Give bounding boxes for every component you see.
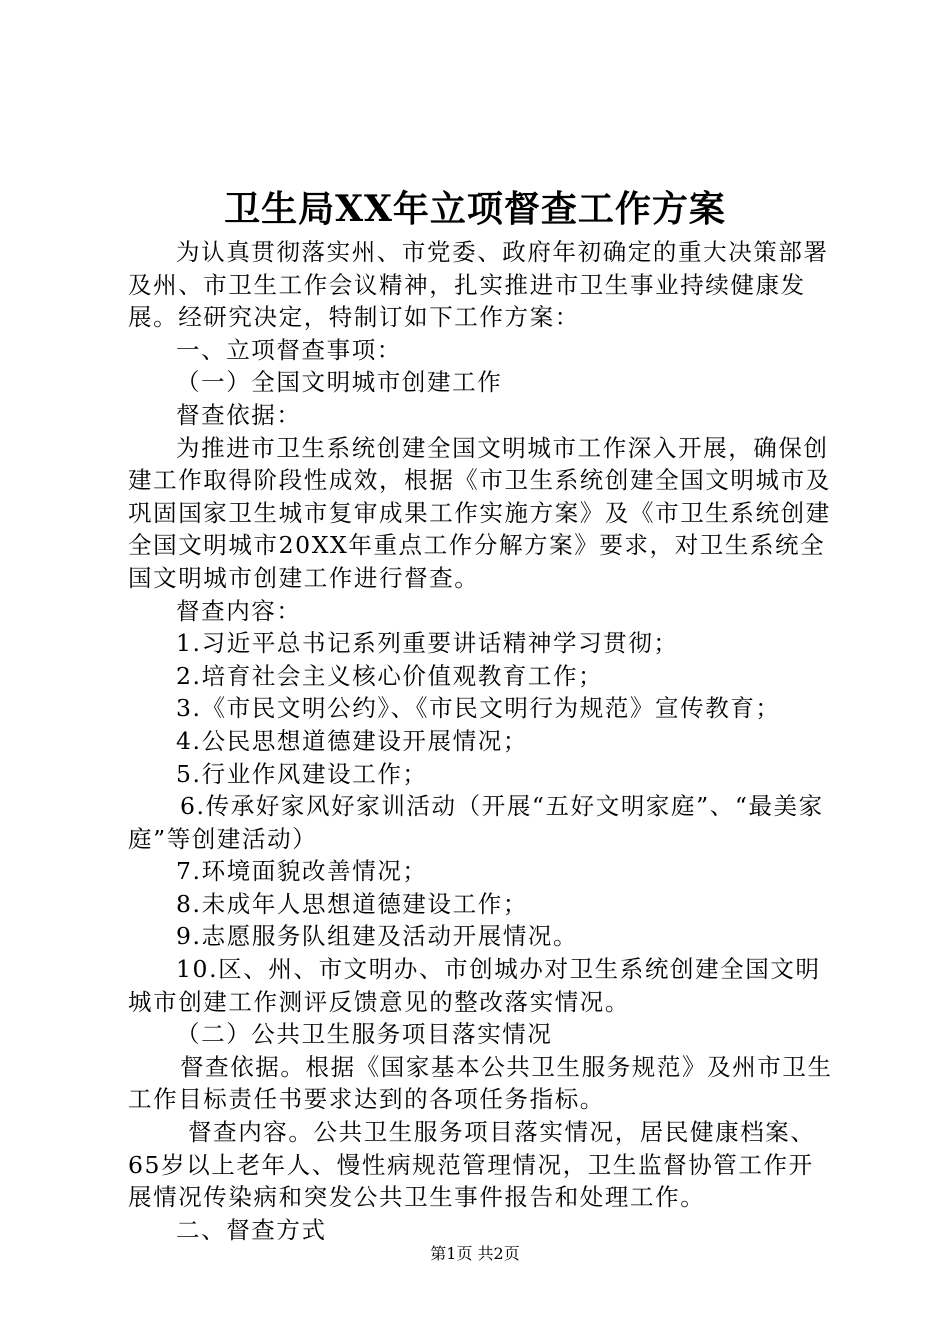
content-label: 督查内容： bbox=[176, 596, 302, 625]
list-item: 4.公民思想道德建设开展情况； bbox=[176, 726, 528, 755]
list-item: 2.培育社会主义核心价值观教育工作； bbox=[176, 661, 604, 690]
list-item: 7.环境面貌改善情况； bbox=[176, 857, 428, 886]
basis-paragraph-2: 督查依据。根据《国家基本公共卫生服务规范》及州市卫生工作目标责任书要求达到的各项任务指标。 bbox=[128, 1052, 833, 1114]
intro-paragraph: 为认真贯彻落实州、市党委、政府年初确定的重大决策部署及州、市卫生工作会议精神，扎实推进市卫生事业持续健康发展。经研究决定，特制订如下工作方案： bbox=[128, 238, 829, 332]
list-item: 9.志愿服务队组建及活动开展情况。 bbox=[176, 922, 579, 951]
list-item: 10.区、州、市文明办、市创城办对卫生系统创建全国文明城市创建工作测评反馈意见的整改落实情况。 bbox=[128, 955, 821, 1016]
content-paragraph-2: 督查内容。公共卫生服务项目落实情况，居民健康档案、65岁以上老年人、慢性病规范管理情况，卫生监督协管工作开展情况传染病和突发公共卫生事件报告和处理工作。 bbox=[128, 1118, 816, 1212]
basis-label: 督查依据： bbox=[176, 400, 302, 429]
page-footer: 第1页 共2页 bbox=[430, 1244, 520, 1263]
list-item: 3.《市民文明公约》、《市民文明行为规范》宣传教育； bbox=[176, 694, 781, 723]
subsection-heading-1: （一）全国文明城市创建工作 bbox=[176, 368, 503, 397]
list-item: 6.传承好家风好家训活动（开展“五好文明家庭”、“最美家庭”等创建活动） bbox=[128, 792, 824, 853]
document-title: 卫生局XX年立项督查工作方案 bbox=[224, 188, 726, 230]
section-heading-2: 二、督查方式 bbox=[176, 1215, 327, 1244]
list-item: 1.习近平总书记系列重要讲话精神学习贯彻； bbox=[176, 629, 679, 658]
basis-paragraph: 为推进市卫生系统创建全国文明城市工作深入开展，确保创建工作取得阶段性成效，根据《市卫生系统创建全国文明城市及巩固国家卫生城市复审成果工作实施方案》及《市卫生系统创建全国文明城市20XX年重点工作分解方案》要求，对卫生系统全国文明城市创建工作进行督查。 bbox=[128, 433, 831, 592]
section-heading-1: 一、立项督查事项： bbox=[176, 335, 402, 364]
list-item: 8.未成年人思想道德建设工作； bbox=[176, 889, 528, 918]
subsection-heading-2: （二）公共卫生服务项目落实情况 bbox=[176, 1020, 553, 1049]
document-body bbox=[128, 236, 838, 1246]
list-item: 5.行业作风建设工作； bbox=[176, 759, 428, 788]
